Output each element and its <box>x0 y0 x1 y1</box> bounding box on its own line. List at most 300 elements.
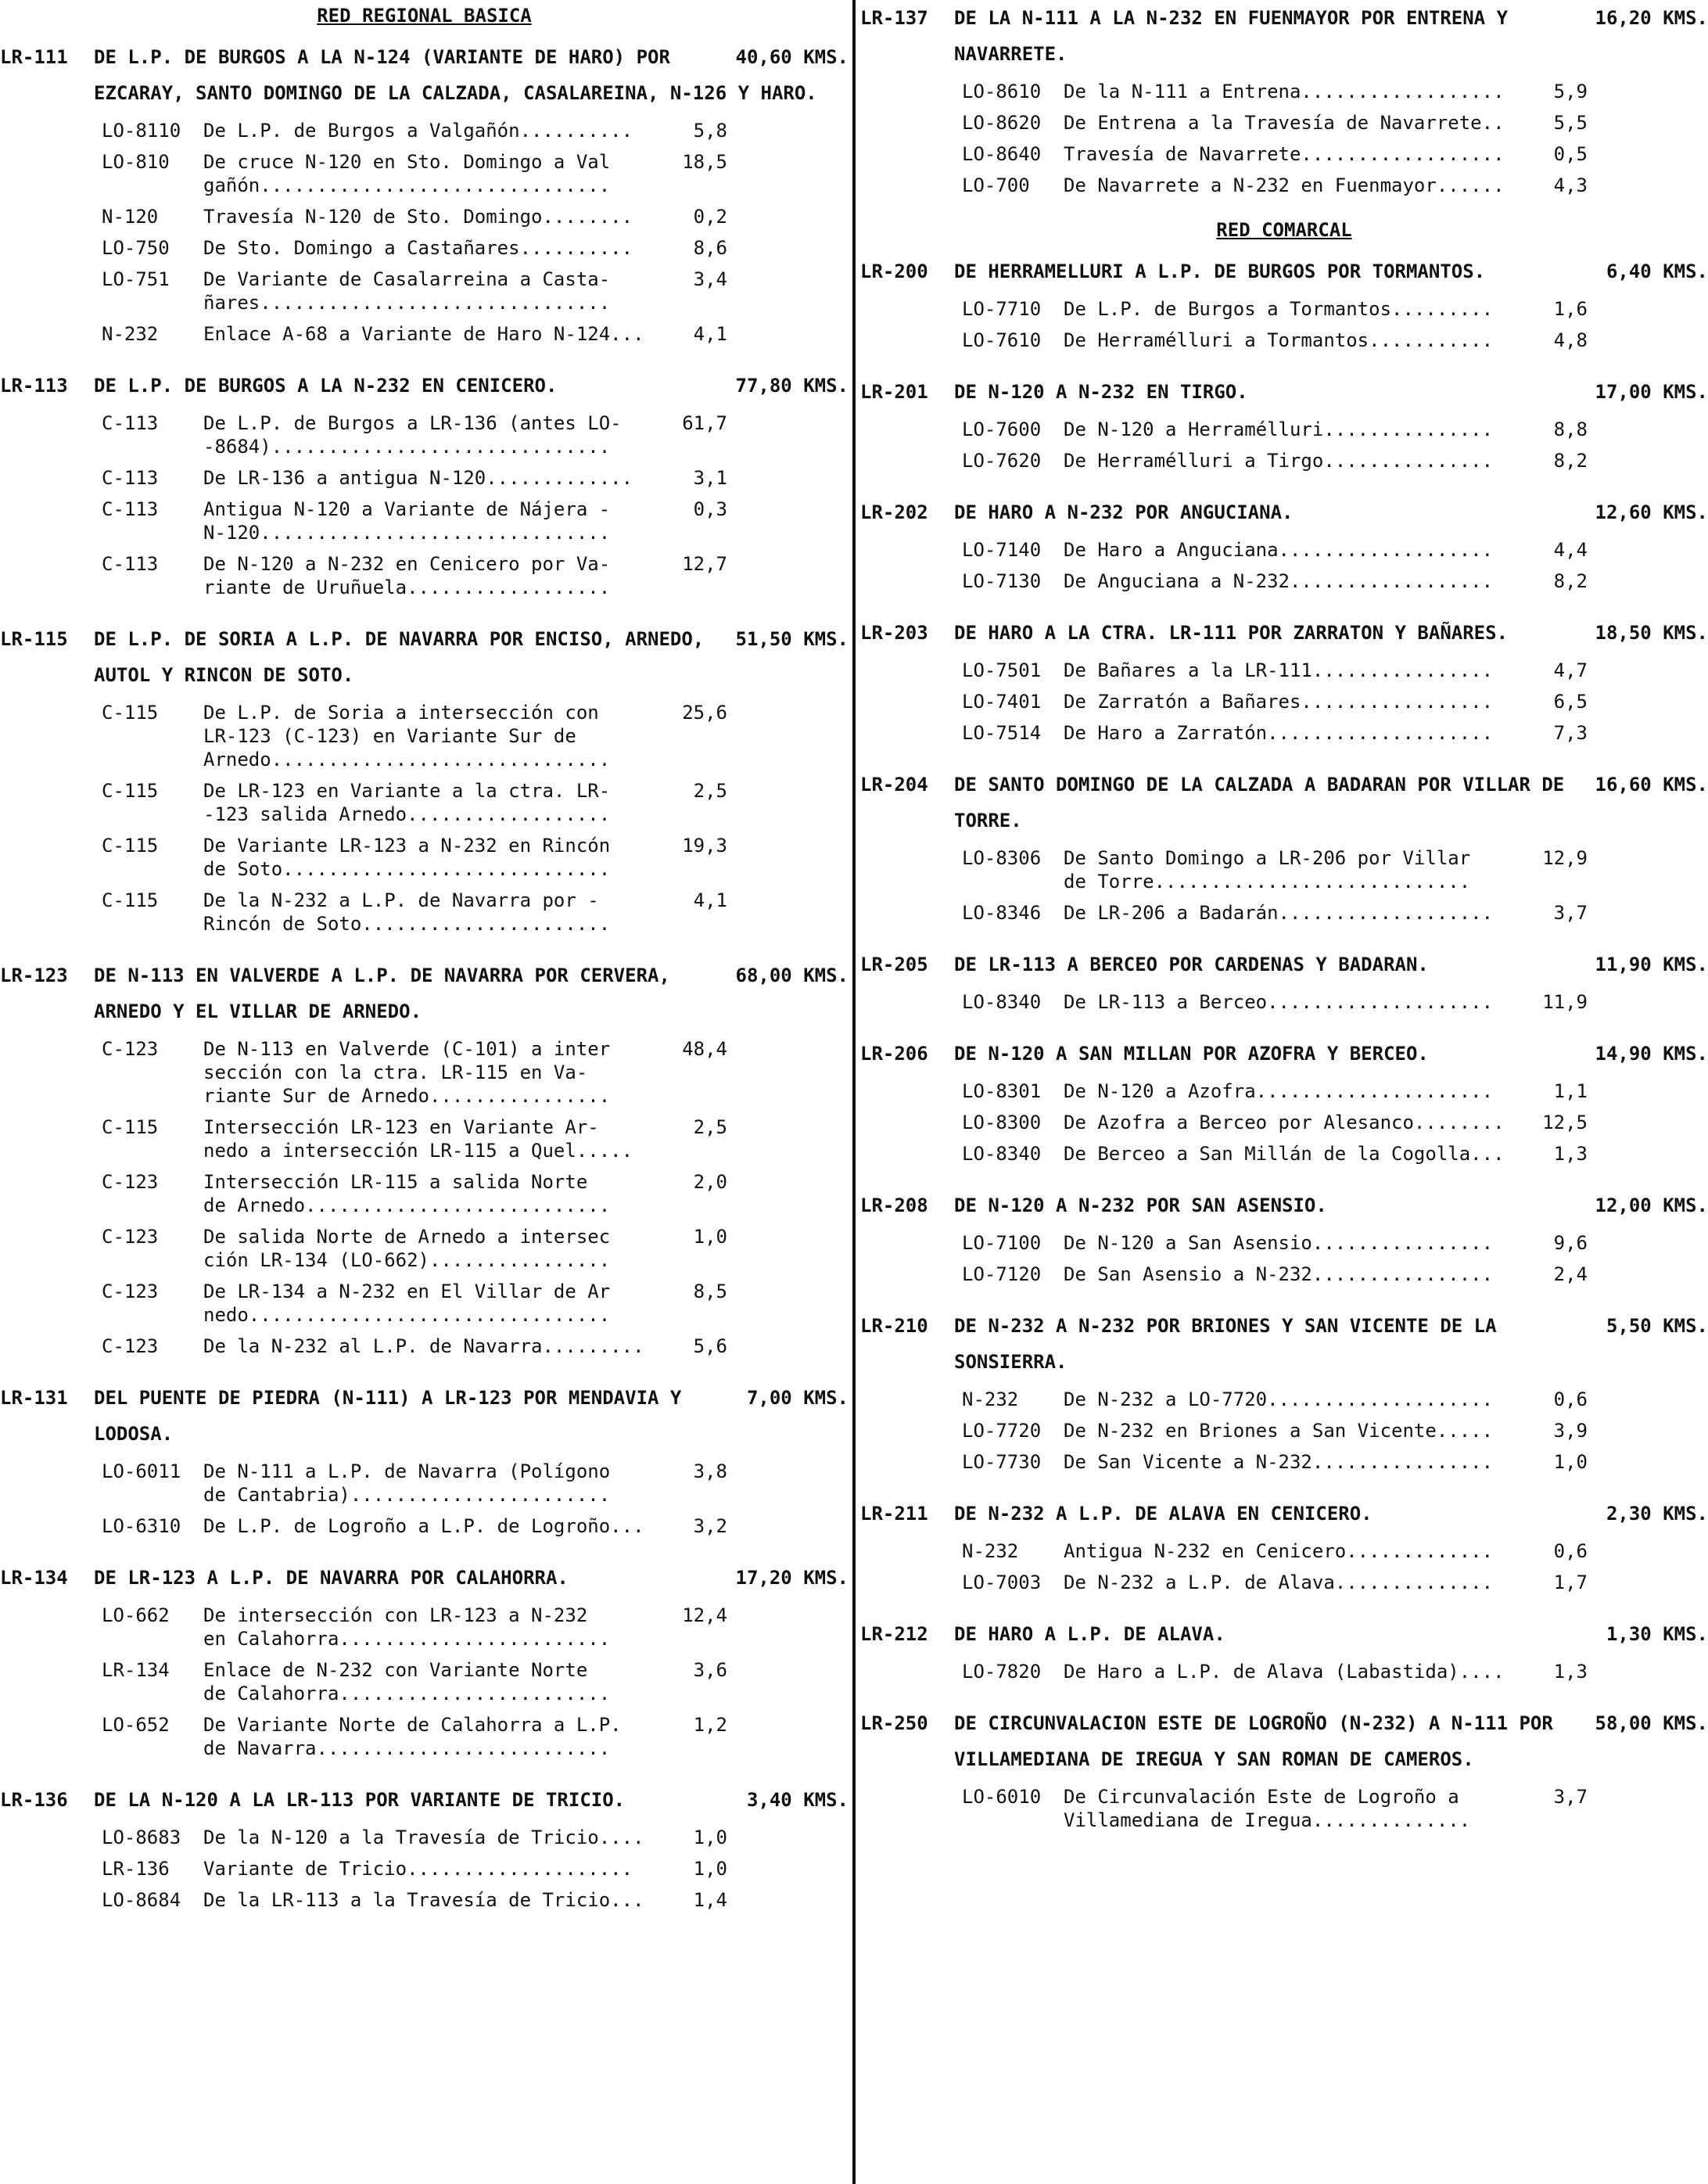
segment-length: 1,6 <box>1553 298 1588 320</box>
segment-row <box>962 1263 1708 1286</box>
route-body <box>954 253 1708 289</box>
segment-code: LO-751 <box>102 268 170 290</box>
segment-row <box>962 1660 1708 1683</box>
segment-code: LO-7120 <box>962 1263 1042 1285</box>
segment-code: LO-700 <box>962 174 1030 196</box>
segment-code: N-120 <box>102 206 159 228</box>
segment-description: Variante de Tricio.................... <box>203 1858 633 1880</box>
route-description: DE L.P. DE BURGOS A LA N-124 (VARIANTE DE HARO) POR EZCARAY, SANTO DOMINGO DE LA CALZADA, CASALAREINA, N-126 Y HARO. <box>94 46 817 104</box>
segment-code: C-115 <box>102 1116 159 1138</box>
segment-code: C-115 <box>102 889 159 911</box>
segment-description: De Bañares a la LR-111................ <box>1064 659 1494 681</box>
segment-description: De Anguciana a N-232.................. <box>1064 570 1494 592</box>
segment-row <box>962 1142 1708 1166</box>
segment-description: Enlace A-68 a Variante de Haro N-124... <box>203 323 644 345</box>
route-block <box>860 1616 1708 1683</box>
segment-description: De N-120 a N-232 en Cenicero por Va- riante de Uruñuela.................. <box>203 553 611 598</box>
segment-row <box>962 1785 1708 1832</box>
segment-description: De N-111 a L.P. de Navarra (Polígono de Cantabria)....................... <box>203 1460 611 1506</box>
segment-description: De LR-123 en Variante a la ctra. LR- -123 salida Arnedo.................. <box>203 780 611 825</box>
route-length: 7,00 KMS. <box>746 1387 849 1409</box>
route-header <box>860 767 1708 839</box>
segment-row <box>102 1888 849 1912</box>
segment-length: 4,7 <box>1553 659 1588 681</box>
segment-length: 1,0 <box>1553 1451 1588 1473</box>
segment-length: 1,0 <box>693 1858 727 1880</box>
route-code: LR-113 <box>0 375 68 397</box>
segment-description: De Herramélluri a Tormantos........... <box>1064 329 1494 351</box>
segment-description: De N-120 a Azofra..................... <box>1064 1080 1494 1102</box>
route-length: 18,50 KMS. <box>1595 622 1708 644</box>
route-description: DE HARO A L.P. DE ALAVA. <box>954 1623 1225 1645</box>
route-body <box>954 1187 1708 1223</box>
segment-row <box>962 418 1708 441</box>
segment-description: Travesía de Navarrete.................. <box>1064 143 1505 165</box>
route-list <box>860 253 1708 1832</box>
route-header <box>860 374 1708 410</box>
segment-row <box>962 846 1708 893</box>
segment-code: LO-750 <box>102 237 170 259</box>
route-description: DE HERRAMELLURI A L.P. DE BURGOS POR TORMANTOS. <box>954 260 1486 282</box>
segment-length: 2,4 <box>1553 1263 1588 1285</box>
route-header <box>860 494 1708 530</box>
route-description: DE HARO A LA CTRA. LR-111 POR ZARRATON Y BAÑARES. <box>954 622 1509 644</box>
route-block <box>860 1705 1708 1832</box>
segment-code: LO-7130 <box>962 570 1042 592</box>
segment-code: LO-8610 <box>962 81 1042 102</box>
segment-length: 9,6 <box>1553 1232 1588 1254</box>
segment-description: De Sto. Domingo a Castañares.......... <box>203 237 633 259</box>
segment-row <box>962 1571 1708 1594</box>
segment-description: De la N-120 a la Travesía de Tricio.... <box>203 1827 644 1848</box>
route-header <box>0 1782 849 1818</box>
route-block <box>860 1187 1708 1286</box>
segment-row <box>102 411 849 458</box>
segment-description: De Entrena a la Travesía de Navarrete.. <box>1064 112 1505 134</box>
segment-description: De salida Norte de Arnedo a intersec ción LR-134 (LO-662)................ <box>203 1226 611 1271</box>
route-length: 11,90 KMS. <box>1595 954 1708 975</box>
route-block <box>860 1036 1708 1166</box>
route-header <box>860 1036 1708 1072</box>
route-header <box>0 957 849 1029</box>
segment-row <box>102 150 849 197</box>
route-code: LR-250 <box>860 1712 928 1734</box>
route-block <box>0 1782 849 1912</box>
route-block <box>0 621 849 936</box>
segment-row <box>962 538 1708 562</box>
left-column <box>0 0 849 2184</box>
route-code: LR-205 <box>860 954 928 975</box>
route-code: LR-211 <box>860 1503 928 1525</box>
route-body <box>94 39 849 111</box>
route-body <box>954 767 1708 839</box>
segment-code: C-115 <box>102 835 159 857</box>
segment-description: De N-120 a Herramélluri............... <box>1064 418 1494 440</box>
segment-length: 5,5 <box>1553 112 1588 134</box>
segment-description: De Berceo a San Millán de la Cogolla... <box>1064 1143 1505 1165</box>
route-body <box>954 1308 1708 1380</box>
route-header <box>0 621 849 693</box>
route-body <box>954 1496 1708 1532</box>
segment-length: 61,7 <box>682 412 727 434</box>
segment-length: 0,6 <box>1553 1388 1588 1410</box>
segment-code: LO-7710 <box>962 298 1042 320</box>
route-length: 5,50 KMS. <box>1606 1315 1708 1337</box>
route-length: 58,00 KMS. <box>1595 1712 1708 1734</box>
segment-row <box>102 1037 849 1108</box>
route-block <box>0 1380 849 1538</box>
segment-length: 12,7 <box>682 553 727 575</box>
route-header <box>0 39 849 111</box>
route-code: LR-210 <box>860 1315 928 1337</box>
segment-row <box>102 1334 849 1358</box>
route-length: 6,40 KMS. <box>1606 260 1708 282</box>
segment-row <box>102 1225 849 1272</box>
route-code: LR-136 <box>0 1789 68 1811</box>
route-list <box>0 39 849 1912</box>
segment-length: 1,4 <box>693 1889 727 1911</box>
route-block <box>0 957 849 1358</box>
segment-description: De Herramélluri a Tirgo............... <box>1064 450 1494 472</box>
segment-length: 6,5 <box>1553 691 1588 713</box>
segment-code: N-232 <box>962 1540 1019 1562</box>
segment-code: LO-6011 <box>102 1460 181 1482</box>
segment-row <box>962 111 1708 135</box>
segment-length: 12,9 <box>1542 847 1588 869</box>
segment-row <box>102 779 849 826</box>
segment-description: De Azofra a Berceo por Alesanco........ <box>1064 1112 1505 1133</box>
segment-length: 2,5 <box>693 1116 727 1138</box>
segment-row <box>962 80 1708 103</box>
segment-description: De LR-113 a Berceo.................... <box>1064 991 1494 1013</box>
segment-length: 48,4 <box>682 1038 727 1060</box>
segment-code: LO-8346 <box>962 902 1042 924</box>
segment-code: C-113 <box>102 553 159 575</box>
segment-code: N-232 <box>962 1388 1019 1410</box>
route-length: 1,30 KMS. <box>1606 1623 1708 1645</box>
segment-code: LO-810 <box>102 151 170 173</box>
segment-description: De Haro a Anguciana................... <box>1064 539 1494 561</box>
segment-length: 1,3 <box>1553 1143 1588 1165</box>
route-description: DE CIRCUNVALACION ESTE DE LOGROÑO (N-232) A N-111 POR VILLAMEDIANA DE IREGUA Y SAN ROMAN DE CAMEROS. <box>954 1712 1553 1770</box>
segment-row <box>102 1857 849 1880</box>
segment-description: De L.P. de Burgos a Valgañón.......... <box>203 120 633 142</box>
segment-length: 1,2 <box>693 1714 727 1736</box>
segment-length: 5,8 <box>693 120 727 142</box>
segment-length: 2,0 <box>693 1171 727 1193</box>
column-divider <box>852 0 856 2184</box>
section-heading-red-comarcal: RED COMARCAL <box>1216 219 1352 241</box>
segment-row <box>102 1604 849 1651</box>
segment-description: Enlace de N-232 con Variante Norte de Calahorra........................ <box>203 1659 611 1704</box>
segment-description: De Variante de Casalarreina a Casta- ñares............................... <box>203 268 611 314</box>
segment-code: LO-6010 <box>962 1786 1042 1808</box>
segment-length: 12,5 <box>1542 1112 1588 1133</box>
route-description: DE L.P. DE SORIA A L.P. DE NAVARRA POR ENCISO, ARNEDO, AUTOL Y RINCON DE SOTO. <box>94 628 705 686</box>
route-block <box>860 374 1708 472</box>
segment-row <box>102 466 849 490</box>
segment-length: 4,1 <box>693 323 727 345</box>
segment-row <box>102 119 849 142</box>
route-body <box>954 494 1708 530</box>
segment-row <box>102 1658 849 1705</box>
route-block <box>860 1496 1708 1594</box>
segment-length: 3,6 <box>693 1659 727 1681</box>
route-block <box>0 368 849 599</box>
route-block <box>860 615 1708 745</box>
route-description: DE LR-113 A BERCEO POR CARDENAS Y BADARAN. <box>954 954 1429 975</box>
route-description: DE LA N-111 A LA N-232 EN FUENMAYOR POR ENTRENA Y NAVARRETE. <box>954 7 1509 65</box>
segment-row <box>962 1419 1708 1442</box>
route-body <box>954 615 1708 651</box>
segment-description: De N-232 en Briones a San Vicente..... <box>1064 1420 1494 1442</box>
segment-code: C-113 <box>102 412 159 434</box>
segment-row <box>962 659 1708 682</box>
route-block <box>860 947 1708 1014</box>
route-block <box>0 1560 849 1760</box>
segment-row <box>962 569 1708 593</box>
route-body <box>954 1616 1708 1652</box>
route-description: DE N-232 A N-232 POR BRIONES Y SAN VICENTE DE LA SONSIERRA. <box>954 1315 1497 1373</box>
segment-code: C-123 <box>102 1038 159 1060</box>
segment-code: C-115 <box>102 780 159 802</box>
route-code: LR-201 <box>860 381 928 403</box>
segment-description: De L.P. de Burgos a LR-136 (antes LO- -8684).............................. <box>203 412 622 458</box>
route-length: 2,30 KMS. <box>1606 1503 1708 1525</box>
segment-length: 3,8 <box>693 1460 727 1482</box>
route-description: DE HARO A N-232 POR ANGUCIANA. <box>954 501 1294 523</box>
segment-row <box>962 174 1708 197</box>
segment-description: De Zarratón a Bañares................. <box>1064 691 1494 713</box>
segment-length: 3,7 <box>1553 902 1588 924</box>
route-block <box>0 39 849 346</box>
segment-code: LO-8110 <box>102 120 181 142</box>
route-description: DE SANTO DOMINGO DE LA CALZADA A BADARAN POR VILLAR DE TORRE. <box>954 774 1565 832</box>
segment-length: 8,8 <box>1553 418 1588 440</box>
route-code: LR-203 <box>860 622 928 644</box>
segment-length: 18,5 <box>682 151 727 173</box>
route-description: DE L.P. DE BURGOS A LA N-232 EN CENICERO. <box>94 375 558 397</box>
segment-code: LO-7600 <box>962 418 1042 440</box>
segment-code: LO-662 <box>102 1604 170 1626</box>
segment-description: De N-232 a L.P. de Alava.............. <box>1064 1572 1494 1593</box>
segment-length: 11,9 <box>1542 991 1588 1013</box>
segment-length: 1,1 <box>1553 1080 1588 1102</box>
route-header <box>860 1616 1708 1652</box>
segment-length: 1,0 <box>693 1226 727 1248</box>
segment-length: 1,7 <box>1553 1572 1588 1593</box>
segment-code: C-113 <box>102 498 159 520</box>
route-code: LR-204 <box>860 774 928 796</box>
segment-code: LO-7140 <box>962 539 1042 561</box>
segment-code: LO-8620 <box>962 112 1042 134</box>
segment-description: Antigua N-120 a Variante de Nájera - N-120............................... <box>203 498 611 544</box>
segment-code: LO-8301 <box>962 1080 1042 1102</box>
segment-length: 5,6 <box>693 1335 727 1357</box>
segment-row <box>102 1826 849 1849</box>
route-body <box>94 1782 849 1818</box>
segment-row <box>962 449 1708 472</box>
route-description: DE N-120 A SAN MILLAN POR AZOFRA Y BERCEO. <box>954 1043 1429 1065</box>
segment-description: De Circunvalación Este de Logroño a Villamediana de Iregua.............. <box>1064 1786 1471 1831</box>
segment-row <box>962 1450 1708 1474</box>
segment-row <box>102 1115 849 1162</box>
segment-row <box>102 1170 849 1217</box>
route-body <box>94 957 849 1029</box>
segment-code: LR-136 <box>102 1858 170 1880</box>
route-length: 16,20 KMS. <box>1595 7 1708 29</box>
segment-length: 7,3 <box>1553 722 1588 744</box>
segment-row <box>962 1079 1708 1103</box>
segment-length: 3,7 <box>1553 1786 1588 1808</box>
segment-description: De Variante Norte de Calahorra a L.P. de Navarra.......................... <box>203 1714 622 1759</box>
route-length: 51,50 KMS. <box>735 628 849 650</box>
route-length: 40,60 KMS. <box>735 46 849 68</box>
segment-length: 3,9 <box>1553 1420 1588 1442</box>
route-header <box>860 1705 1708 1777</box>
segment-description: De la N-232 a L.P. de Navarra por - Rincón de Soto...................... <box>203 889 611 935</box>
route-body <box>94 621 849 693</box>
segment-row <box>102 834 849 881</box>
route-length: 12,00 KMS. <box>1595 1194 1708 1216</box>
route-header <box>860 615 1708 651</box>
route-header <box>860 1496 1708 1532</box>
route-description: DE N-120 A N-232 POR SAN ASENSIO. <box>954 1194 1327 1216</box>
segment-row <box>962 1388 1708 1411</box>
segment-length: 8,6 <box>693 237 727 259</box>
route-body <box>94 368 849 404</box>
segment-row <box>962 990 1708 1014</box>
segment-code: LO-7401 <box>962 691 1042 713</box>
segment-description: De intersección con LR-123 a N-232 en Calahorra........................ <box>203 1604 611 1650</box>
segment-code: LR-134 <box>102 1659 170 1681</box>
segment-row <box>962 1539 1708 1563</box>
route-block <box>860 253 1708 352</box>
segment-code: LO-7610 <box>962 329 1042 351</box>
route-header <box>860 253 1708 289</box>
segment-length: 3,1 <box>693 467 727 489</box>
segment-row <box>102 552 849 599</box>
route-block <box>860 0 1708 197</box>
segment-description: De la LR-113 a la Travesía de Tricio... <box>203 1889 644 1911</box>
route-header <box>860 0 1708 72</box>
segment-length: 1,3 <box>1553 1661 1588 1683</box>
route-body <box>954 1036 1708 1072</box>
segment-length: 4,8 <box>1553 329 1588 351</box>
segment-row <box>102 322 849 346</box>
route-body <box>954 0 1708 72</box>
route-length: 68,00 KMS. <box>735 964 849 986</box>
route-code: LR-123 <box>0 964 68 986</box>
segment-length: 5,9 <box>1553 81 1588 102</box>
segment-length: 4,3 <box>1553 174 1588 196</box>
route-header <box>0 368 849 404</box>
segment-length: 3,4 <box>693 268 727 290</box>
route-length: 16,60 KMS. <box>1595 774 1708 796</box>
segment-description: Travesía N-120 de Sto. Domingo........ <box>203 206 633 228</box>
segment-description: De San Asensio a N-232................ <box>1064 1263 1494 1285</box>
segment-description: De L.P. de Soria a intersección con LR-123 (C-123) en Variante Sur de Arnedo.............................. <box>203 702 611 771</box>
segment-row <box>962 901 1708 925</box>
route-header <box>860 947 1708 982</box>
segment-code: LO-7620 <box>962 450 1042 472</box>
route-length: 12,60 KMS. <box>1595 501 1708 523</box>
segment-code: C-113 <box>102 467 159 489</box>
segment-description: De cruce N-120 en Sto. Domingo a Val gañón............................... <box>203 151 611 196</box>
segment-row <box>102 1460 849 1507</box>
route-code: LR-131 <box>0 1387 68 1409</box>
segment-length: 19,3 <box>682 835 727 857</box>
segment-row <box>102 205 849 228</box>
segment-description: De la N-111 a Entrena.................. <box>1064 81 1505 102</box>
segment-length: 4,1 <box>693 889 727 911</box>
route-code: LR-212 <box>860 1623 928 1645</box>
segment-code: LO-652 <box>102 1714 170 1736</box>
route-block <box>860 767 1708 925</box>
segment-description: Antigua N-232 en Cenicero............. <box>1064 1540 1494 1562</box>
segment-row <box>102 1280 849 1327</box>
segment-length: 0,5 <box>1553 143 1588 165</box>
segment-description: De L.P. de Logroño a L.P. de Logroño... <box>203 1515 644 1537</box>
segment-code: LO-7100 <box>962 1232 1042 1254</box>
segment-length: 0,6 <box>1553 1540 1588 1562</box>
segment-description: De San Vicente a N-232................ <box>1064 1451 1494 1473</box>
segment-description: De Santo Domingo a LR-206 por Villar de Torre............................ <box>1064 847 1471 893</box>
segment-length: 8,5 <box>693 1281 727 1302</box>
segment-code: LO-8640 <box>962 143 1042 165</box>
route-list <box>860 0 1708 197</box>
segment-row <box>102 889 849 936</box>
segment-row <box>102 1713 849 1760</box>
segment-description: Intersección LR-115 a salida Norte de Arnedo........................... <box>203 1171 611 1216</box>
segment-code: LO-8300 <box>962 1112 1042 1133</box>
segment-code: C-123 <box>102 1335 159 1357</box>
segment-description: De LR-136 a antigua N-120............. <box>203 467 633 489</box>
route-length: 14,90 KMS. <box>1595 1043 1708 1065</box>
route-body <box>94 1560 849 1596</box>
segment-code: LO-8340 <box>962 991 1042 1013</box>
segment-description: De Navarrete a N-232 en Fuenmayor...... <box>1064 174 1505 196</box>
route-body <box>954 374 1708 410</box>
segment-description: De LR-134 a N-232 en El Villar de Ar nedo................................ <box>203 1281 611 1326</box>
route-code: LR-200 <box>860 260 928 282</box>
route-description: DE N-232 A L.P. DE ALAVA EN CENICERO. <box>954 1503 1372 1525</box>
segment-description: De N-113 en Valverde (C-101) a inter sección con la ctra. LR-115 en Va- riante Sur de Arnedo................ <box>203 1038 611 1107</box>
segment-length: 4,4 <box>1553 539 1588 561</box>
route-block <box>860 494 1708 593</box>
right-column <box>860 0 1708 2184</box>
route-code: LR-202 <box>860 501 928 523</box>
segment-code: LO-8306 <box>962 847 1042 869</box>
segment-length: 0,2 <box>693 206 727 228</box>
segment-code: LO-8340 <box>962 1143 1042 1165</box>
route-header <box>0 1380 849 1452</box>
segment-length: 0,3 <box>693 498 727 520</box>
route-description: DE N-120 A N-232 EN TIRGO. <box>954 381 1248 403</box>
segment-code: C-123 <box>102 1281 159 1302</box>
segment-length: 12,4 <box>682 1604 727 1626</box>
route-code: LR-115 <box>0 628 68 650</box>
segment-description: Intersección LR-123 en Variante Ar- nedo a intersección LR-115 a Quel..... <box>203 1116 633 1162</box>
segment-row <box>962 297 1708 321</box>
route-body <box>954 1705 1708 1777</box>
route-length: 77,80 KMS. <box>735 375 849 397</box>
segment-code: C-123 <box>102 1171 159 1193</box>
route-block <box>860 1308 1708 1474</box>
route-code: LR-111 <box>0 46 68 68</box>
segment-row <box>102 498 849 544</box>
route-body <box>954 947 1708 982</box>
